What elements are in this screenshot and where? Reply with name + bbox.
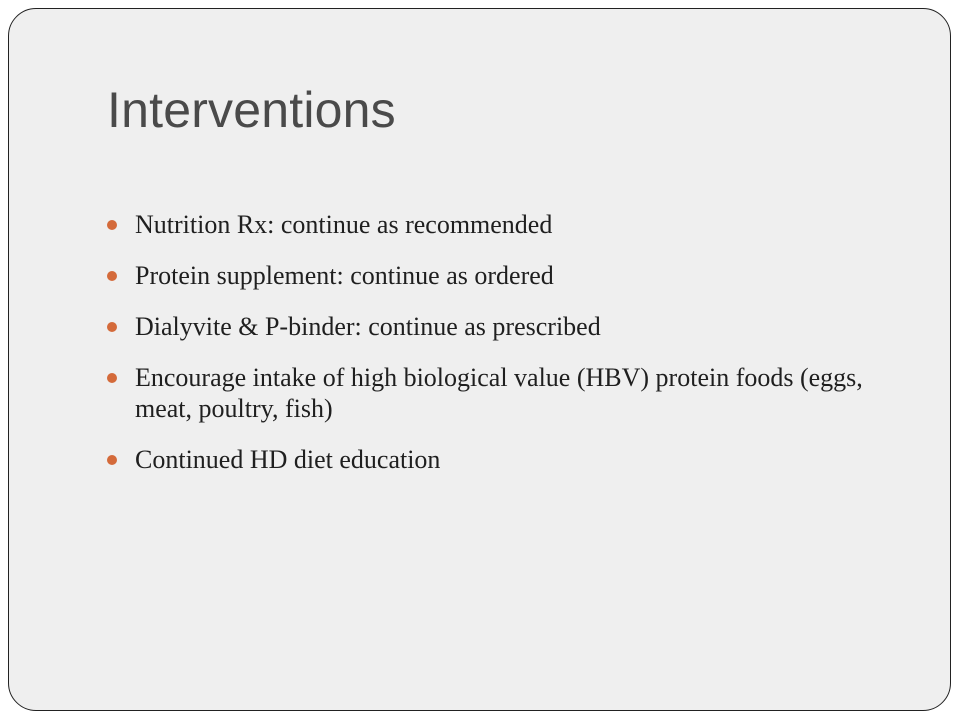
- bullet-text: Encourage intake of high biological value (HBV) protein foods (eggs, meat, poultry, fish): [135, 363, 863, 423]
- slide-title: Interventions: [107, 82, 396, 138]
- bullet-item: [107, 311, 877, 342]
- bullet-dot-icon: [107, 220, 117, 230]
- bullet-dot-icon: [107, 373, 117, 383]
- bullet-dot-icon: [107, 322, 117, 332]
- bullet-text: Protein supplement: continue as ordered: [135, 261, 554, 290]
- bullet-item: [107, 209, 877, 240]
- bullet-item: [107, 362, 877, 424]
- bullet-dot-icon: [107, 271, 117, 281]
- bullet-dot-icon: [107, 455, 117, 465]
- slide: [8, 8, 951, 711]
- bullet-text: Nutrition Rx: continue as recommended: [135, 210, 553, 239]
- bullet-list: [107, 209, 877, 495]
- bullet-text: Dialyvite & P-binder: continue as prescribed: [135, 312, 601, 341]
- bullet-item: [107, 444, 877, 475]
- bullet-item: [107, 260, 877, 291]
- bullet-text: Continued HD diet education: [135, 445, 441, 474]
